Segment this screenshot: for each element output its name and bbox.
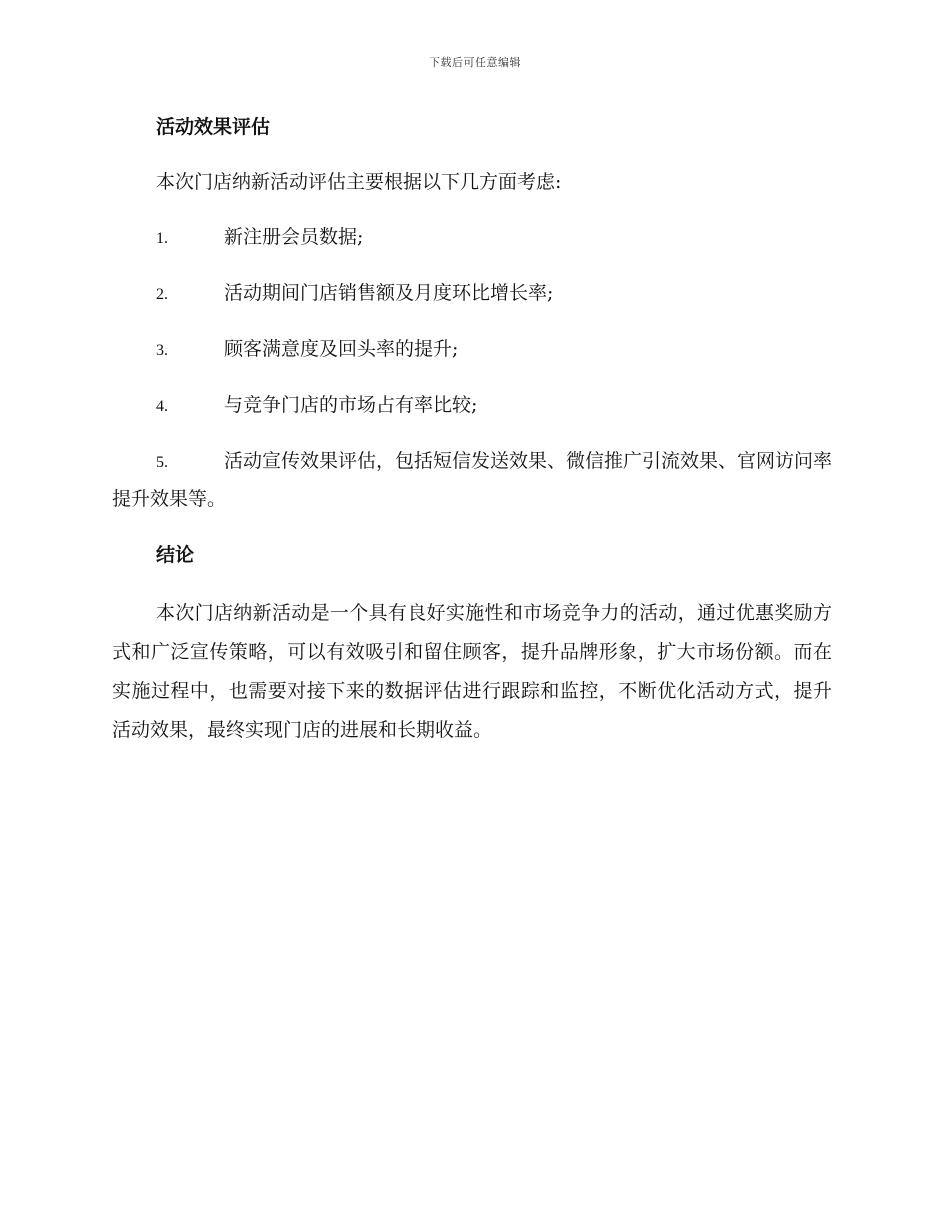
list-number: 3. [156, 342, 168, 359]
list-item [112, 331, 832, 369]
list-text: 活动宣传效果评估，包括短信发送效果、微信推广引流效果、官网访问率提升效果等。 [112, 450, 833, 510]
evaluation-list [112, 219, 832, 518]
header-note: 下载后可任意编辑 [429, 56, 521, 69]
list-text: 新注册会员数据; [224, 226, 364, 248]
conclusion-body: 本次门店纳新活动是一个具有良好实施性和市场竞争力的活动，通过优惠奖励方式和广泛宣传策略，可以有效吸引和留住顾客，提升品牌形象，扩大市场份额。而在实施过程中，也需要对接下来的数据评估进行跟踪和监控，不断优化活动方式，提升活动效果，最终实现门店的进展和长期收益。 [112, 602, 832, 741]
list-number: 5. [156, 454, 168, 471]
section-title-evaluation: 活动效果评估 [156, 116, 271, 138]
list-item [112, 219, 832, 257]
list-text: 活动期间门店销售额及月度环比增长率; [224, 282, 554, 304]
list-item [112, 443, 832, 518]
list-item [112, 275, 832, 313]
list-number: 2. [156, 286, 168, 303]
list-item [112, 387, 832, 425]
section-title-conclusion: 结论 [156, 544, 195, 566]
list-number: 4. [156, 398, 168, 415]
list-number: 1. [156, 230, 168, 247]
list-text: 顾客满意度及回头率的提升; [224, 338, 459, 360]
document-body [112, 110, 832, 750]
list-text: 与竞争门店的市场占有率比较; [224, 394, 478, 416]
evaluation-intro: 本次门店纳新活动评估主要根据以下几方面考虑: [156, 171, 562, 193]
